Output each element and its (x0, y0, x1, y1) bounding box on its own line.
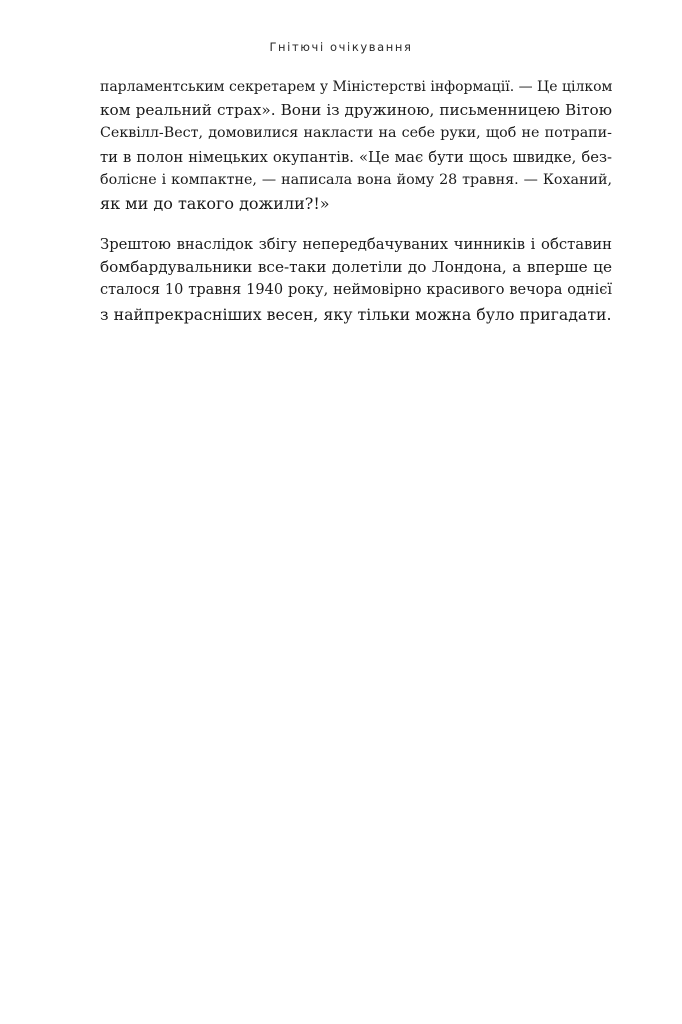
paragraph-line: ти в полон німецьких окупантів. «Це має бути щось швидке, без- (100, 148, 612, 166)
paragraph-line: парламентським секретарем у Міністерстві інформації. — Це цілком (100, 79, 613, 95)
running-header: Гнітючі очікування (269, 40, 413, 54)
paragraph-line: Зрештою внаслідок збігу непередбачуваних чинників і обставин (100, 236, 612, 253)
body-paragraph-1 (100, 76, 612, 215)
paragraph-line: з найпрекрасніших весен, яку тільки можна було пригадати. (100, 304, 612, 324)
body-paragraph-2 (100, 233, 612, 326)
paragraph-line: бомбардувальники все-таки долетіли до Лондона, а вперше це (100, 258, 612, 277)
paragraph-line: Секвілл-Вест, домовилися накласти на себе руки, щоб не потрапи- (100, 125, 612, 142)
paragraph-line: сталося 10 травня 1940 року, неймовірно красивого вечора однієї (100, 282, 612, 299)
paragraph-line: як ми до такого дожили?!» (100, 194, 330, 214)
paragraph-line: болісне і компактне, — написала вона йому 28 травня. — Коханий, (100, 171, 612, 188)
paragraph-line: ком реальний страх». Вони із дружиною, письменницею Вітою (100, 101, 612, 120)
